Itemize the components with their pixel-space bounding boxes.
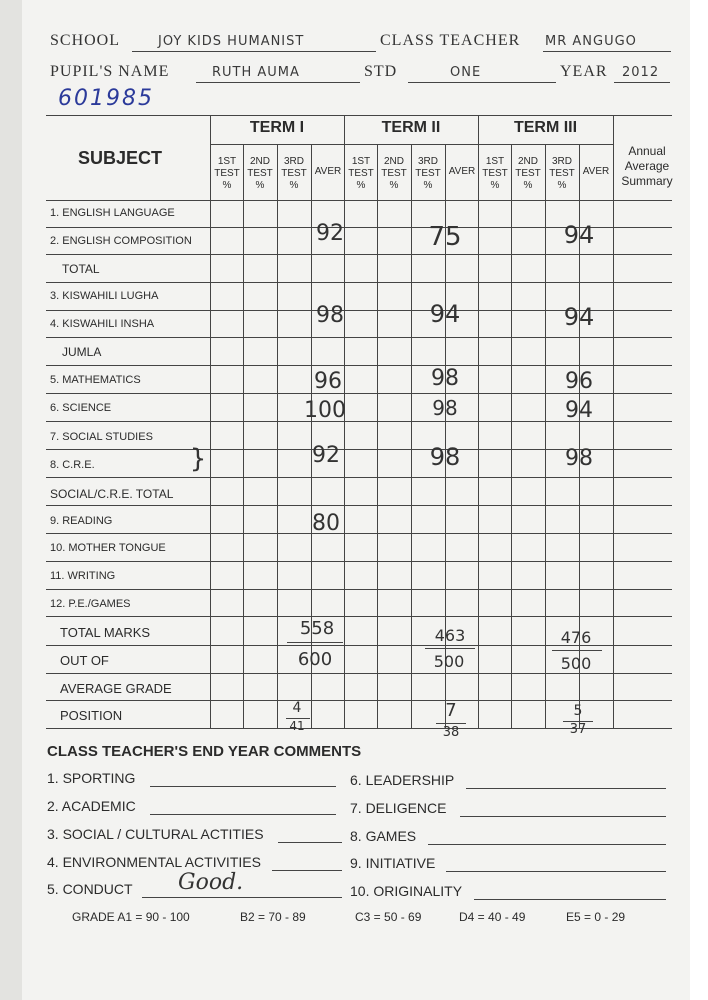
subject-total: TOTAL: [62, 262, 100, 276]
comment-line: [446, 871, 666, 872]
total-marks-term2: 463: [434, 626, 466, 645]
row-out-of: OUT OF: [60, 653, 109, 668]
grid-line: [511, 144, 512, 728]
subject-reading: 9. READING: [50, 515, 113, 527]
grid-line: [210, 144, 614, 145]
comment-environmental: 4. ENVIRONMENTAL ACTIVITIES: [47, 854, 261, 870]
comment-sporting: 1. SPORTING: [47, 770, 136, 786]
mark-mathematics-term1: 96: [314, 369, 342, 394]
position-term2: 7: [445, 700, 457, 721]
pupil-name-value: RUTH AUMA: [212, 65, 300, 80]
mark-reading-term1: 80: [312, 511, 340, 536]
term2-test3-header: 3RD TEST %: [415, 156, 441, 191]
position-term1: 4: [292, 700, 302, 716]
comment-line: [142, 897, 342, 898]
comment-line: [150, 786, 336, 787]
comment-line: [150, 814, 336, 815]
position-term2-of: 38: [442, 725, 460, 740]
subject-science: 6. SCIENCE: [50, 402, 112, 414]
term1-test1-header: 1ST TEST %: [214, 156, 240, 191]
comment-line: [272, 870, 342, 871]
subject-social-cre-total: SOCIAL/C.R.E. TOTAL: [50, 487, 174, 501]
mark-english-term1: 92: [316, 221, 344, 246]
comment-line: [474, 899, 666, 900]
grid-line: [277, 144, 278, 728]
out-of-term1: 600: [297, 649, 333, 670]
row-total-marks: TOTAL MARKS: [60, 625, 151, 640]
conduct-value: Good.: [178, 870, 244, 895]
subject-writing: 11. WRITING: [50, 570, 116, 582]
subject-mother-tongue: 10. MOTHER TONGUE: [50, 542, 166, 554]
brace-social-cre: }: [189, 444, 207, 474]
row-position: POSITION: [60, 708, 123, 723]
std-value: ONE: [450, 65, 482, 80]
mark-science-term3: 94: [565, 398, 593, 423]
comment-social-cultural: 3. SOCIAL / CULTURAL ACTITIES: [47, 826, 264, 842]
comment-games: 8. GAMES: [350, 828, 417, 844]
subject-kiswahili-lugha: 3. KISWAHILI LUGHA: [50, 290, 159, 302]
school-value: JOY KIDS HUMANIST: [158, 34, 305, 49]
std-label: STD: [364, 63, 398, 80]
subject-cre: 8. C.R.E.: [50, 459, 95, 471]
out-of-term3: 500: [560, 654, 592, 673]
comment-originality: 10. ORIGINALITY: [350, 883, 463, 899]
grid-line: [377, 144, 378, 728]
total-marks-term1-rule: [287, 642, 343, 643]
mark-science-term1: 100: [304, 398, 346, 423]
mark-kiswahili-term2: 94: [429, 300, 461, 328]
scan-edge-right: [690, 0, 708, 1000]
term3-test1-header: 1ST TEST %: [482, 156, 508, 191]
grade-e5: E5 = 0 - 29: [566, 910, 626, 924]
annual-average-heading: Annual Average Summary: [621, 144, 673, 188]
term-1-heading: TERM I: [249, 119, 305, 136]
term2-test1-header: 1ST TEST %: [348, 156, 374, 191]
subject-mathematics: 5. MATHEMATICS: [50, 374, 141, 386]
term2-test2-header: 2ND TEST %: [381, 156, 407, 191]
comment-line: [428, 844, 666, 845]
class-teacher-label: CLASS TEACHER: [380, 32, 521, 49]
grade-a1: GRADE A1 = 90 - 100: [72, 910, 190, 924]
term1-aver-header: AVER: [314, 166, 342, 177]
year-label: YEAR: [560, 63, 608, 80]
mark-social-cre-term3: 98: [565, 446, 593, 471]
std-underline: [408, 82, 556, 83]
comment-leadership: 6. LEADERSHIP: [350, 772, 455, 788]
teacher-underline: [543, 51, 671, 52]
term-2-heading: TERM II: [381, 119, 441, 136]
subject-jumla: JUMLA: [62, 345, 102, 359]
grade-b2: B2 = 70 - 89: [240, 910, 306, 924]
comments-title: CLASS TEACHER'S END YEAR COMMENTS: [47, 743, 362, 760]
subject-english-language: 1. ENGLISH LANGUAGE: [50, 207, 175, 219]
term3-test3-header: 3RD TEST %: [549, 156, 575, 191]
term1-test3-header: 3RD TEST %: [281, 156, 307, 191]
mark-mathematics-term3: 96: [565, 369, 593, 394]
mark-science-term2: 98: [432, 396, 458, 420]
mark-kiswahili-term3: 94: [563, 303, 595, 331]
term1-test2-header: 2ND TEST %: [247, 156, 273, 191]
comment-initiative: 9. INITIATIVE: [350, 855, 436, 871]
grid-line: [46, 115, 672, 116]
year-value: 2012: [622, 65, 660, 80]
mark-english-term3: 94: [563, 221, 595, 249]
school-underline: [132, 51, 376, 52]
comment-academic: 2. ACADEMIC: [47, 798, 136, 814]
term3-aver-header: AVER: [582, 166, 610, 177]
scan-edge-left: [0, 0, 22, 1000]
mark-mathematics-term2: 98: [431, 366, 459, 391]
subject-heading: SUBJECT: [78, 148, 163, 168]
total-marks-term1: 558: [299, 618, 335, 639]
comment-deligence: 7. DELIGENCE: [350, 800, 447, 816]
mark-social-cre-term2: 98: [429, 443, 461, 471]
class-teacher-value: MR ANGUGO: [545, 34, 637, 49]
comment-conduct: 5. CONDUCT: [47, 881, 133, 897]
grid-line: [613, 115, 614, 728]
position-term1-of: 41: [289, 719, 305, 733]
total-marks-term3: 476: [560, 628, 592, 647]
total-marks-term3-rule: [552, 650, 602, 651]
grade-d4: D4 = 40 - 49: [459, 910, 526, 924]
position-term2-rule: [436, 723, 466, 724]
subject-kiswahili-insha: 4. KISWAHILI INSHA: [50, 318, 155, 330]
out-of-term2: 500: [433, 652, 465, 671]
position-term3-of: 37: [569, 722, 587, 737]
position-term3: 5: [573, 703, 583, 719]
grid-line: [210, 115, 211, 728]
subject-english-composition: 2. ENGLISH COMPOSITION: [50, 235, 192, 247]
pupil-number: 601985: [58, 86, 154, 111]
row-average-grade: AVERAGE GRADE: [60, 681, 172, 696]
term3-test2-header: 2ND TEST %: [515, 156, 541, 191]
pupil-underline: [196, 82, 360, 83]
comment-line: [460, 816, 666, 817]
mark-kiswahili-term1: 98: [316, 303, 344, 328]
mark-english-term2: 75: [428, 222, 462, 252]
grade-c3: C3 = 50 - 69: [355, 910, 422, 924]
term2-aver-header: AVER: [448, 166, 476, 177]
comment-line: [278, 842, 342, 843]
school-label: SCHOOL: [50, 32, 121, 49]
comment-line: [466, 788, 666, 789]
subject-pe-games: 12. P.E./GAMES: [50, 598, 131, 610]
grid-line: [243, 144, 244, 728]
total-marks-term2-rule: [425, 648, 475, 649]
pupil-name-label: PUPIL'S NAME: [50, 63, 170, 80]
mark-social-cre-term1: 92: [312, 443, 340, 468]
subject-social-studies: 7. SOCIAL STUDIES: [50, 431, 153, 443]
year-underline: [614, 82, 670, 83]
term-3-heading: TERM III: [513, 119, 578, 136]
